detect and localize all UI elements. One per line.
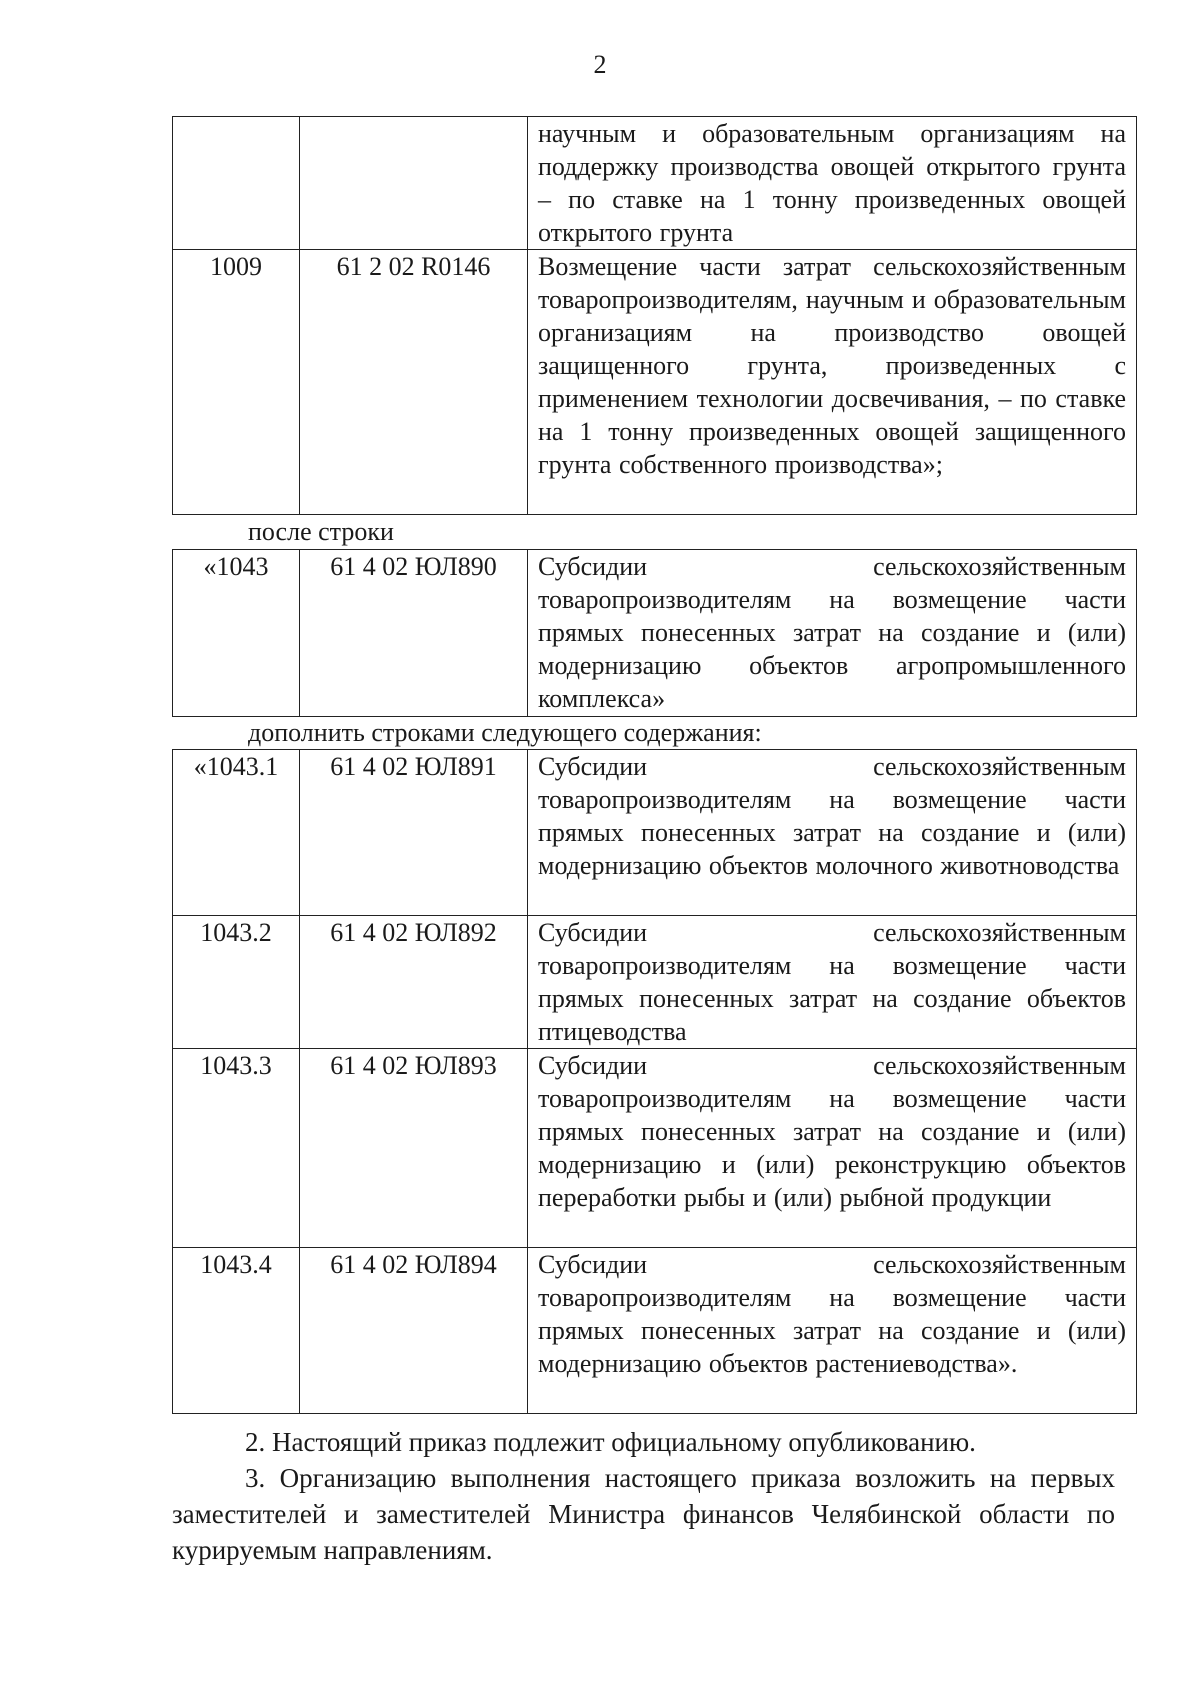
row-code-cell: 61 2 02 R0146 [300, 250, 528, 515]
row-number-cell: 1043.3 [173, 1049, 300, 1248]
table-row [173, 750, 1137, 916]
row-number-cell: 1043.4 [173, 1248, 300, 1414]
row-code-cell: 61 4 02 ЮЛ890 [300, 550, 528, 717]
table-row [173, 117, 1137, 250]
row-number-cell: 1009 [173, 250, 300, 515]
paragraph-execution: 3. Организацию выполнения настоящего приказа возложить на первых заместителей и заместителей Министра финансов Челябинской области по курируемым направлениям. [172, 1463, 1115, 1565]
budget-table-continuation [172, 116, 1137, 515]
row-number-cell: 1043.2 [173, 916, 300, 1049]
row-code-cell: 61 4 02 ЮЛ893 [300, 1049, 528, 1248]
row-code-cell: 61 4 02 ЮЛ891 [300, 750, 528, 916]
row-description-cell: Субсидии сельскохозяйственным товаропроизводителям на возмещение части прямых понесенных затрат на создание и (или) модернизацию объектов агропромышленного комплекса» [528, 550, 1137, 717]
row-description-cell: Субсидии сельскохозяйственным товаропроизводителям на возмещение части прямых понесенных затрат на создание объектов птицеводства [528, 916, 1137, 1049]
row-number-cell: «1043.1 [173, 750, 300, 916]
row-description-cell: Субсидии сельскохозяйственным товаропроизводителям на возмещение части прямых понесенных затрат на создание и (или) модернизацию и (или) реконструкцию объектов переработки рыбы и (или) рыбной продукции [528, 1049, 1137, 1248]
paragraph-publication: 2. Настоящий приказ подлежит официальному опубликованию. [245, 1427, 976, 1457]
after-row-caption: после строки [248, 517, 394, 546]
row-code-cell: 61 4 02 ЮЛ892 [300, 916, 528, 1049]
table-row [173, 550, 1137, 717]
row-description-cell: научным и образовательным организациям на поддержку производства овощей открытого грунта – по ставке на 1 тонну произведенных овощей открытого грунта [528, 117, 1137, 250]
table-row [173, 1248, 1137, 1414]
supplement-caption: дополнить строками следующего содержания: [248, 718, 762, 747]
page-number: 2 [593, 50, 607, 79]
row-description-cell: Возмещение части затрат сельскохозяйственным товаропроизводителям, научным и образовательным организациям на производство овощей защищенного грунта, произведенных с применением технологии досвечивания, – по ставке на 1 тонну произведенных овощей защищенного грунта собственного производства»; [528, 250, 1137, 515]
row-description-cell: Субсидии сельскохозяйственным товаропроизводителям на возмещение части прямых понесенных затрат на создание и (или) модернизацию объектов молочного животноводства [528, 750, 1137, 916]
table-row [173, 916, 1137, 1049]
row-number-cell: «1043 [173, 550, 300, 717]
row-code-cell [300, 117, 528, 250]
row-description-cell: Субсидии сельскохозяйственным товаропроизводителям на возмещение части прямых понесенных затрат на создание и (или) модернизацию объектов растениеводства». [528, 1248, 1137, 1414]
row-code-cell: 61 4 02 ЮЛ894 [300, 1248, 528, 1414]
row-number-cell [173, 117, 300, 250]
reference-row-table [172, 549, 1137, 717]
table-row [173, 1049, 1137, 1248]
table-row [173, 250, 1137, 515]
new-rows-table [172, 749, 1137, 1414]
